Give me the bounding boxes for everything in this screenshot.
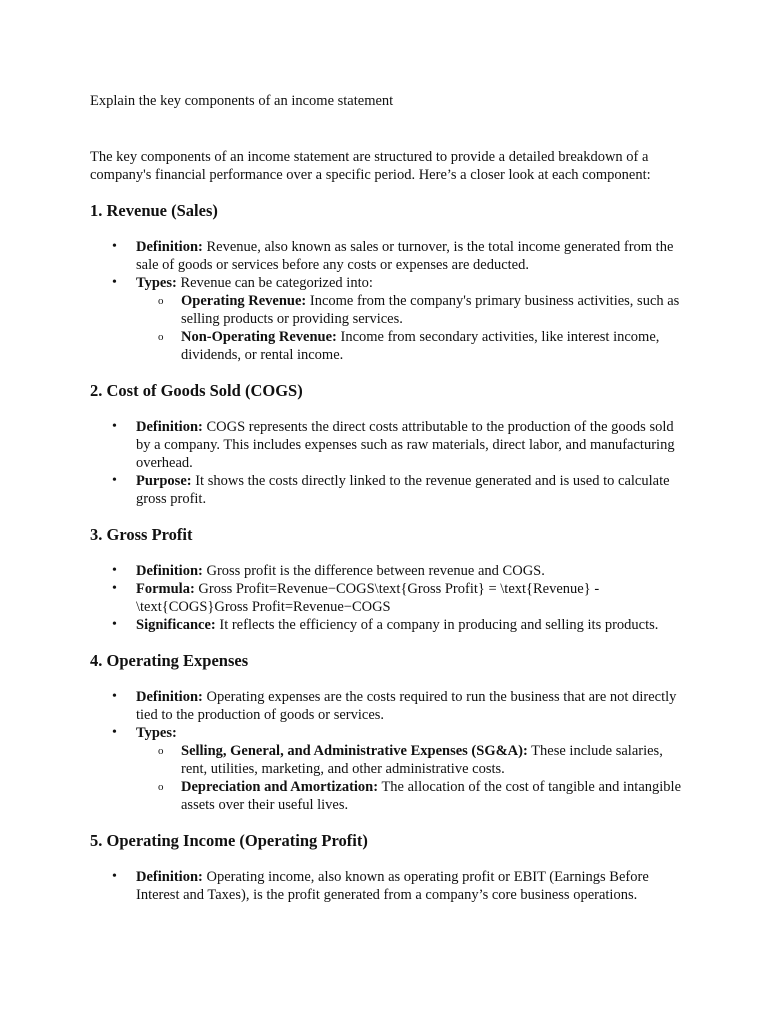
bullet-icon: • [112, 419, 117, 434]
significance-label: Significance: [136, 617, 216, 633]
document-page [90, 92, 690, 904]
definition-label: Definition: [136, 239, 203, 255]
revenue-list [90, 238, 690, 364]
list-item [90, 472, 690, 508]
bullet-icon: • [112, 869, 117, 884]
sga-text: These include salaries, rent, utilities, marketing, and other administrative costs. [181, 743, 663, 777]
revenue-types-list [136, 292, 690, 364]
definition-label: Definition: [136, 419, 203, 435]
section-heading-gross-profit: 3. Gross Profit [90, 525, 193, 544]
formula-text: Gross Profit=Revenue−COGS\text{Gross Profit} = \text{Revenue} - \text{COGS}Gross Profit=Revenue−COGS [136, 581, 600, 615]
list-item [90, 868, 690, 904]
bullet-icon: • [112, 473, 117, 488]
list-item [90, 616, 690, 634]
definition-label: Definition: [136, 689, 203, 705]
section-heading-operating-income: 5. Operating Income (Operating Profit) [90, 831, 368, 850]
bullet-icon: • [112, 725, 117, 740]
bullet-icon: • [112, 581, 117, 596]
expense-types-list [136, 742, 690, 814]
purpose-text: It shows the costs directly linked to the revenue generated and is used to calculate gross profit. [136, 473, 670, 507]
section-heading-revenue: 1. Revenue (Sales) [90, 201, 218, 220]
question-title: Explain the key components of an income statement [90, 93, 394, 109]
list-item [90, 238, 690, 274]
list-item [90, 724, 690, 814]
bullet-icon: • [112, 617, 117, 632]
definition-text: Revenue, also known as sales or turnover, is the total income generated from the sale of goods or services before any costs or expenses are deducted. [136, 239, 674, 273]
bullet-icon: • [112, 563, 117, 578]
non-operating-revenue-text: Income from secondary activities, like interest income, dividends, or rental income. [181, 329, 660, 363]
section-heading-cogs: 2. Cost of Goods Sold (COGS) [90, 381, 303, 400]
circle-bullet-icon: o [158, 781, 164, 793]
operating-revenue-label: Operating Revenue: [181, 293, 307, 309]
operating-revenue-text: Income from the company's primary business activities, such as selling products or providing services. [181, 293, 680, 327]
types-text: Revenue can be categorized into: [176, 275, 373, 291]
definition-text: Operating expenses are the costs required to run the business that are not directly tied to the production of goods or services. [136, 689, 677, 723]
formula-label: Formula: [136, 581, 195, 597]
purpose-label: Purpose: [136, 473, 192, 489]
sub-list-item [136, 778, 690, 814]
definition-label: Definition: [136, 563, 203, 579]
sub-list-item [136, 292, 690, 328]
cogs-list [90, 418, 690, 508]
operating-expenses-list [90, 688, 690, 814]
bullet-icon: • [112, 275, 117, 290]
section-heading-operating-expenses: 4. Operating Expenses [90, 651, 249, 670]
types-label: Types: [136, 725, 177, 741]
depreciation-text: The allocation of the cost of tangible and intangible assets over their useful lives. [181, 779, 682, 813]
circle-bullet-icon: o [158, 331, 164, 343]
types-label: Types: [136, 275, 177, 291]
sga-label: Selling, General, and Administrative Expenses (SG&A): [181, 743, 528, 759]
definition-text: Operating income, also known as operating profit or EBIT (Earnings Before Interest and Taxes), is the profit generated from a company’s core business operations. [136, 869, 649, 903]
non-operating-revenue-label: Non-Operating Revenue: [181, 329, 337, 345]
operating-income-list [90, 868, 690, 904]
definition-text: COGS represents the direct costs attributable to the production of the goods sold by a company. This includes expenses such as raw materials, direct labor, and manufacturing overhead. [136, 419, 675, 471]
list-item [90, 580, 690, 616]
significance-text: It reflects the efficiency of a company in producing and selling its products. [215, 617, 659, 633]
list-item [90, 562, 690, 580]
list-item [90, 274, 690, 364]
gross-profit-list [90, 562, 690, 634]
bullet-icon: • [112, 689, 117, 704]
list-item [90, 688, 690, 724]
sub-list-item [136, 742, 690, 778]
depreciation-label: Depreciation and Amortization: [181, 779, 379, 795]
definition-label: Definition: [136, 869, 203, 885]
intro-paragraph: The key components of an income statement are structured to provide a detailed breakdown of a company's financial performance over a specific period. Here’s a closer look at each component: [90, 149, 651, 183]
list-item [90, 418, 690, 472]
circle-bullet-icon: o [158, 745, 164, 757]
circle-bullet-icon: o [158, 295, 164, 307]
bullet-icon: • [112, 239, 117, 254]
sub-list-item [136, 328, 690, 364]
definition-text: Gross profit is the difference between revenue and COGS. [202, 563, 545, 579]
